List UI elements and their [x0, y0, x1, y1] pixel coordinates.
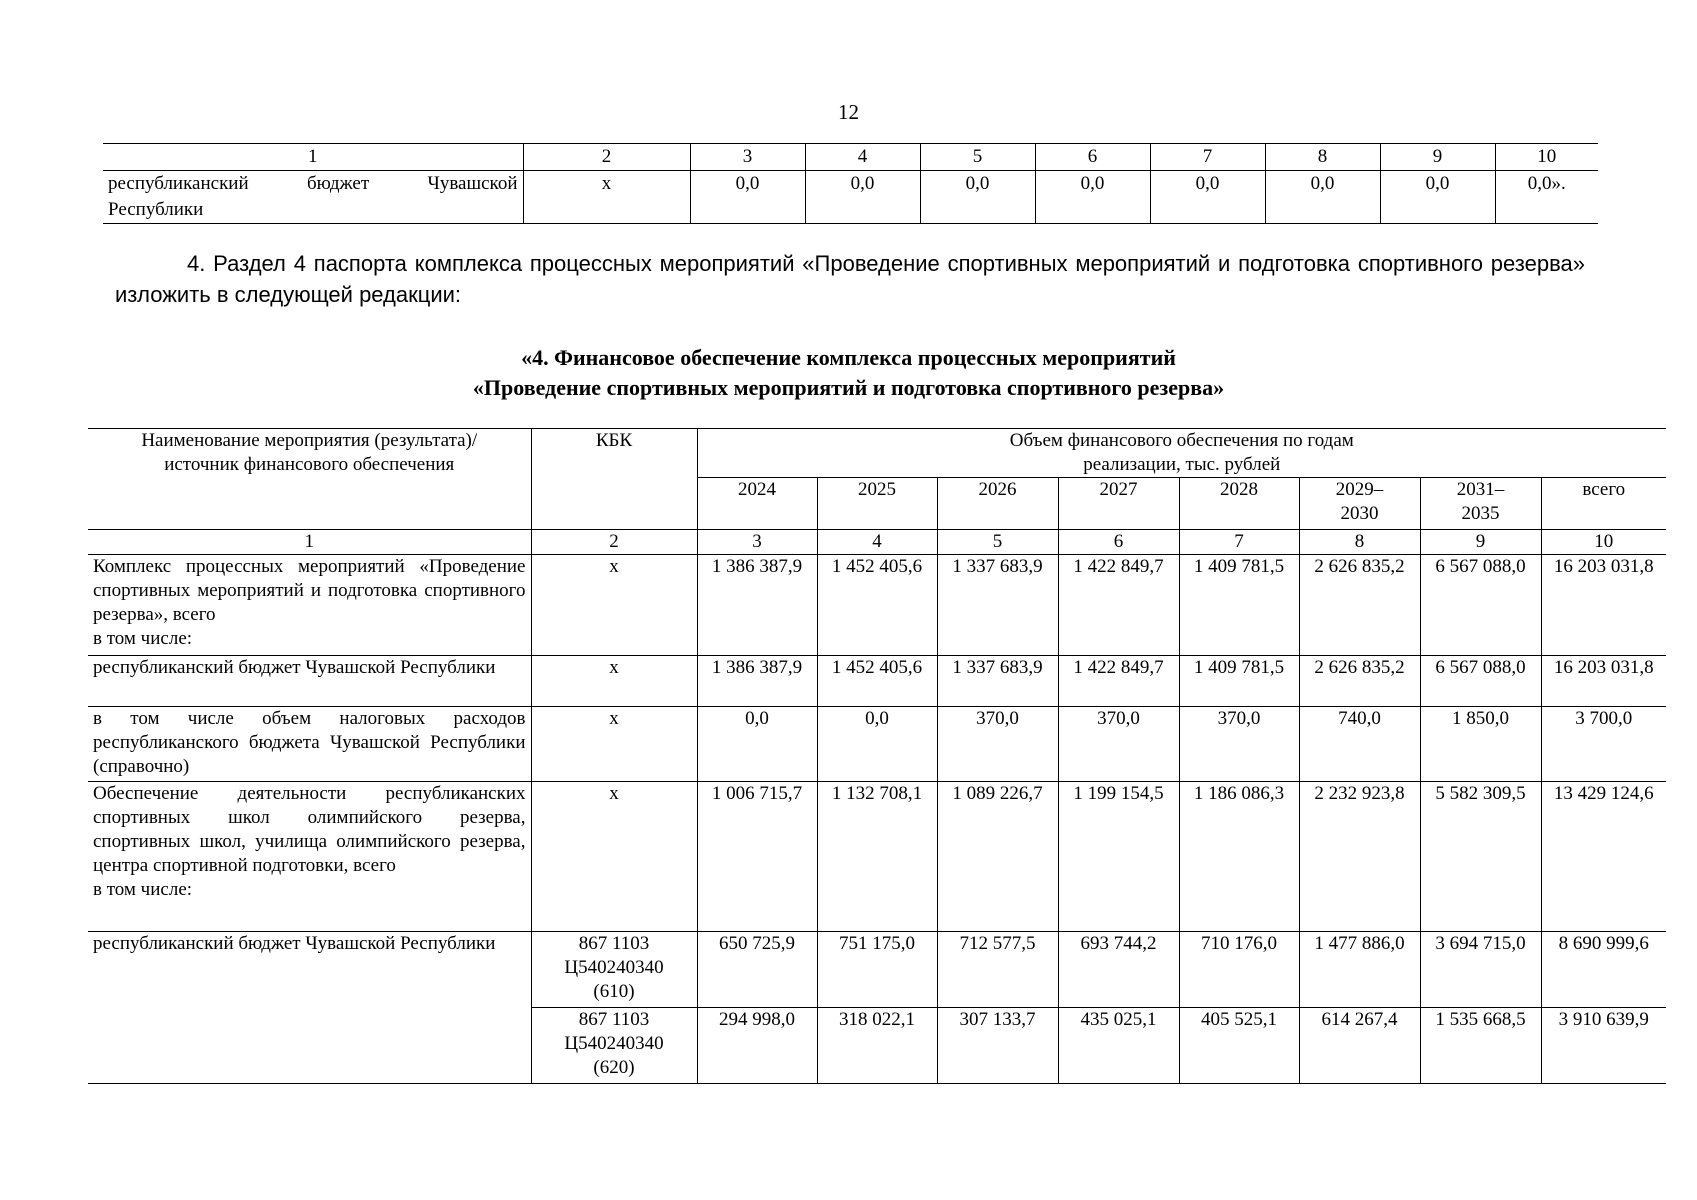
column-number: 7 [1150, 144, 1265, 171]
row-name: в том числе объем налоговых расходов республиканского бюджета Чувашской Республики (справочно) [88, 707, 531, 782]
value-cell: 614 267,4 [1299, 1008, 1420, 1084]
value-cell: 294 998,0 [697, 1008, 817, 1084]
value-cell: 650 725,9 [697, 932, 817, 1008]
value-cell: 1 409 781,5 [1179, 656, 1299, 707]
column-number: 9 [1420, 530, 1541, 555]
financing-table [88, 428, 1666, 1084]
table-row [88, 707, 1666, 782]
section-heading [0, 343, 1697, 403]
row-name: республиканский бюджет Чувашской Республики [88, 932, 531, 1084]
value-cell: 1 089 226,7 [937, 782, 1058, 932]
value-cell: 370,0 [1058, 707, 1179, 782]
value-cell: 2 626 835,2 [1299, 555, 1420, 656]
volume-header [697, 429, 1666, 478]
row-name-line: республиканский бюджет Чувашской [108, 173, 518, 194]
value-cell: 3 694 715,0 [1420, 932, 1541, 1008]
section-heading-line: «4. Финансовое обеспечение комплекса процессных мероприятий [521, 345, 1176, 370]
value-cell: 307 133,7 [937, 1008, 1058, 1084]
year-header: 2024 [697, 478, 817, 530]
table-row [88, 782, 1666, 932]
value-cell: 1 337 683,9 [937, 656, 1058, 707]
value-cell: 0,0 [697, 707, 817, 782]
row-name-line: Республики [108, 199, 204, 220]
value-cell: 13 429 124,6 [1541, 782, 1666, 932]
value-cell: 0,0 [1035, 171, 1150, 224]
value-cell: 1 199 154,5 [1058, 782, 1179, 932]
value-cell: 6 567 088,0 [1420, 555, 1541, 656]
column-number: 7 [1179, 530, 1299, 555]
column-number: 10 [1541, 530, 1666, 555]
header-row [88, 429, 1666, 478]
name-column-header: Наименование мероприятия (результата)/ источник финансового обеспечения [88, 429, 531, 530]
value-cell: 1 452 405,6 [817, 555, 937, 656]
value-cell: 712 577,5 [937, 932, 1058, 1008]
value-cell: 0,0 [817, 707, 937, 782]
value-cell: 1 132 708,1 [817, 782, 937, 932]
value-cell: 0,0 [1150, 171, 1265, 224]
value-cell: 3 700,0 [1541, 707, 1666, 782]
value-cell: 1 386 387,9 [697, 555, 817, 656]
kbk-cell: х [531, 555, 697, 656]
value-cell: 1 422 849,7 [1058, 555, 1179, 656]
row-name [103, 171, 523, 224]
column-number: 8 [1265, 144, 1380, 171]
kbk-cell: х [531, 656, 697, 707]
column-number: 2 [531, 530, 697, 555]
row-name: республиканский бюджет Чувашской Республики [88, 656, 531, 707]
value-cell: 3 910 639,9 [1541, 1008, 1666, 1084]
value-cell: 693 744,2 [1058, 932, 1179, 1008]
year-header: всего [1541, 478, 1666, 530]
section-heading-line: «Проведение спортивных мероприятий и подготовка спортивного резерва» [472, 375, 1225, 400]
year-header: 2025 [817, 478, 937, 530]
value-cell: 2 626 835,2 [1299, 656, 1420, 707]
value-cell: 318 022,1 [817, 1008, 937, 1084]
value-cell: 1 422 849,7 [1058, 656, 1179, 707]
value-cell: 6 567 088,0 [1420, 656, 1541, 707]
value-cell: 0,0 [920, 171, 1035, 224]
value-cell: 1 477 886,0 [1299, 932, 1420, 1008]
table-row [88, 555, 1666, 656]
value-cell: 740,0 [1299, 707, 1420, 782]
value-cell: 1 409 781,5 [1179, 555, 1299, 656]
volume-header-line: реализации, тыс. рублей [1083, 454, 1281, 475]
value-cell: 1 337 683,9 [937, 555, 1058, 656]
value-cell: 2 232 923,8 [1299, 782, 1420, 932]
column-number: 1 [103, 144, 523, 171]
value-cell: 1 452 405,6 [817, 656, 937, 707]
table-row [88, 932, 1666, 1008]
value-cell: 1 850,0 [1420, 707, 1541, 782]
year-header: 2028 [1179, 478, 1299, 530]
year-header: 2026 [937, 478, 1058, 530]
value-cell: 405 525,1 [1179, 1008, 1299, 1084]
value-cell: 0,0». [1495, 171, 1598, 224]
year-header: 2029– 2030 [1299, 478, 1420, 530]
column-number: 5 [920, 144, 1035, 171]
column-number: 6 [1058, 530, 1179, 555]
table-row [103, 171, 1598, 224]
value-cell: 0,0 [805, 171, 920, 224]
kbk-cell: х [531, 707, 697, 782]
column-number: 6 [1035, 144, 1150, 171]
value-cell: 435 025,1 [1058, 1008, 1179, 1084]
column-number: 10 [1495, 144, 1598, 171]
year-header: 2027 [1058, 478, 1179, 530]
column-number: 1 [88, 530, 531, 555]
kbk-cell: 867 1103 Ц540240340 (620) [531, 1008, 697, 1084]
amendment-paragraph: 4. Раздел 4 паспорта комплекса процессных мероприятий «Проведение спортивных мероприятий и подготовка спортивного резерва» изложить в следующей редакции: [115, 251, 1585, 307]
column-number: 3 [690, 144, 805, 171]
value-cell: 0,0 [690, 171, 805, 224]
value-cell: 5 582 309,5 [1420, 782, 1541, 932]
page-number: 12 [838, 100, 859, 124]
column-number: 8 [1299, 530, 1420, 555]
year-header: 2031– 2035 [1420, 478, 1541, 530]
row-name: Обеспечение деятельности республиканских спортивных школ олимпийского резерва, спортивных школ, училища олимпийского резерва, центра спортивной подготовки, всего в том числе: [88, 782, 531, 932]
volume-header-line: Объем финансового обеспечения по годам [1009, 430, 1354, 451]
value-cell: 1 386 387,9 [697, 656, 817, 707]
value-cell: 751 175,0 [817, 932, 937, 1008]
column-number: 4 [805, 144, 920, 171]
kbk-cell: х [523, 171, 690, 224]
column-number: 3 [697, 530, 817, 555]
value-cell: 0,0 [1265, 171, 1380, 224]
value-cell: 370,0 [937, 707, 1058, 782]
value-cell: 370,0 [1179, 707, 1299, 782]
row-name: Комплекс процессных мероприятий «Проведение спортивных мероприятий и подготовка спортивного резерва», всего в том числе: [88, 555, 531, 656]
kbk-cell: 867 1103 Ц540240340 (610) [531, 932, 697, 1008]
kbk-cell: х [531, 782, 697, 932]
table-row [88, 656, 1666, 707]
column-number-row [88, 530, 1666, 555]
continuation-table [103, 143, 1598, 224]
kbk-column-header: КБК [531, 429, 697, 530]
column-number-row [103, 144, 1598, 171]
value-cell: 8 690 999,6 [1541, 932, 1666, 1008]
value-cell: 1 186 086,3 [1179, 782, 1299, 932]
value-cell: 0,0 [1380, 171, 1495, 224]
column-number: 4 [817, 530, 937, 555]
column-number: 5 [937, 530, 1058, 555]
column-number: 2 [523, 144, 690, 171]
value-cell: 1 006 715,7 [697, 782, 817, 932]
column-number: 9 [1380, 144, 1495, 171]
value-cell: 1 535 668,5 [1420, 1008, 1541, 1084]
value-cell: 16 203 031,8 [1541, 555, 1666, 656]
value-cell: 16 203 031,8 [1541, 656, 1666, 707]
value-cell: 710 176,0 [1179, 932, 1299, 1008]
